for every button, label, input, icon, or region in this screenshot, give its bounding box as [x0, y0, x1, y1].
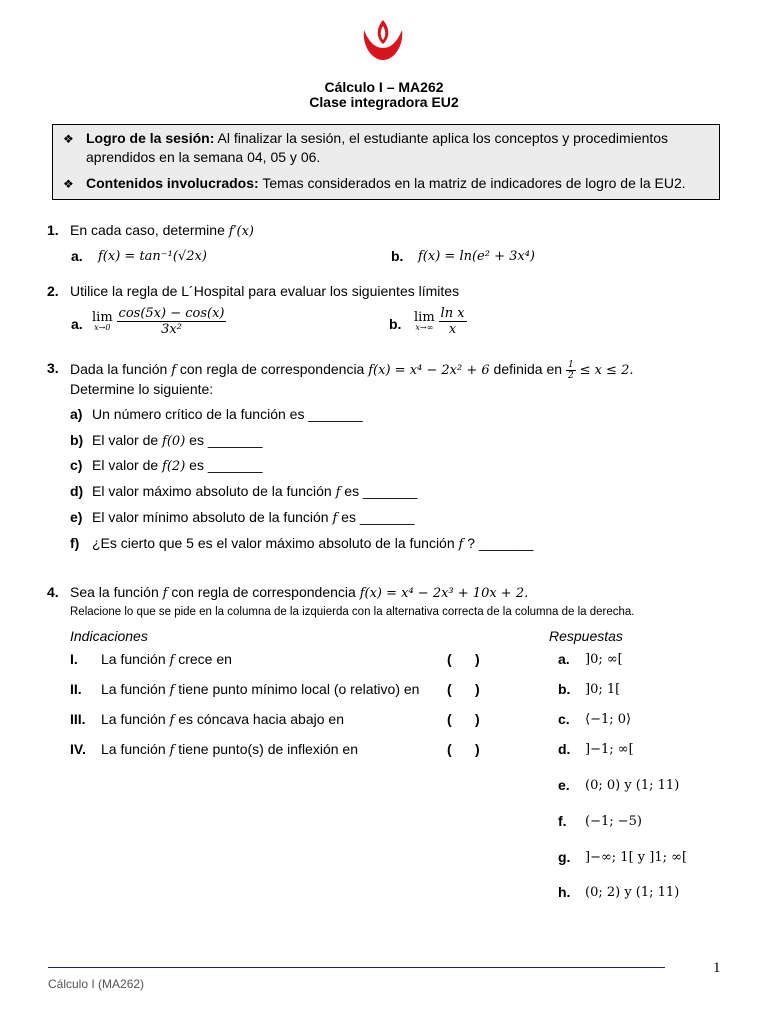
q3-number: 3. — [47, 360, 59, 376]
q1-b-label: b. — [391, 248, 404, 264]
q3-item-label: c) — [70, 457, 83, 473]
q3-item-math: f(2) — [162, 459, 186, 474]
diamond-bullet-icon: ❖ — [63, 177, 74, 191]
q4-indicacion-label: IV. — [70, 741, 86, 757]
q1-fprime: f′(x) — [228, 224, 255, 239]
q3-item-post: es _______ — [341, 509, 415, 525]
footer-text: Cálculo I (MA262) — [48, 977, 145, 991]
q4-col-right-header: Respuestas — [549, 628, 623, 644]
upc-logo — [358, 16, 408, 64]
logro-text-2: aprendidos en la semana 04, 05 y 06. — [86, 149, 321, 165]
q3-item-math: f — [332, 511, 338, 526]
q1-text: En cada caso, determine f′(x) — [70, 222, 255, 239]
q3-item-pre: El valor máximo absoluto de la función — [92, 483, 332, 499]
q3-item-math: f — [458, 537, 464, 552]
q3-instruction: Determine lo siguiente: — [70, 381, 214, 397]
q3-item — [70, 509, 414, 526]
logro-line-1 — [86, 130, 706, 146]
q4-indicacion-text: La función f es cóncava hacia abajo en — [101, 711, 344, 728]
q4-respuesta-label: f. — [558, 813, 567, 829]
q3-item-post: es _______ — [189, 457, 263, 473]
q2-b-label: b. — [389, 316, 402, 332]
contenidos-line — [86, 175, 711, 191]
q4-respuesta-value: ]0; ∞[ — [585, 652, 623, 667]
q1-a-label: a. — [71, 248, 83, 264]
q2-b-limit: lim x→∞ $\frac{\text{ln x}}{x}$ — [414, 306, 465, 337]
q4-respuesta-label: d. — [558, 741, 571, 757]
q3-item-label: b) — [70, 432, 84, 448]
contenidos-label: Contenidos involucrados: — [86, 175, 259, 191]
q1-a-expr: f(x) = tan⁻¹(√2x) — [98, 249, 207, 264]
q3-item-pre: ¿Es cierto que 5 es el valor máximo absoluto de la función — [92, 535, 455, 551]
q3-item-post: es _______ — [189, 432, 263, 448]
q3-item-pre: El valor de — [92, 432, 159, 448]
q4-answer-blank[interactable]: ( ) — [447, 651, 480, 667]
q2-a-limit: lim x→0 $\frac{\cos(5x) - \cos(x)}{\text{3x²}}$ — [92, 306, 225, 337]
q4-respuesta-label: c. — [558, 711, 570, 727]
q3-item — [70, 535, 533, 552]
q3-item-post: es _______ — [344, 483, 418, 499]
q3-item — [70, 432, 262, 449]
q4-col-left-header: Indicaciones — [70, 628, 148, 644]
q4-respuesta-value: ]−1; ∞[ — [585, 742, 634, 757]
q4-respuesta-value: ⟨−1; 0⟩ — [585, 712, 632, 727]
q3-item-pre: Un número crítico de la función es _______ — [92, 406, 363, 422]
q3-item-post: ? _______ — [467, 535, 534, 551]
q3-item-label: e) — [70, 509, 83, 525]
document-title: Cálculo I – MA262 — [324, 79, 444, 95]
q4-answer-blank[interactable]: ( ) — [447, 711, 480, 727]
q3-item-math: f — [335, 485, 341, 500]
q1-number: 1. — [47, 222, 59, 238]
q4-respuesta-value: (0; 2) y (1; 11) — [585, 885, 680, 900]
q4-indicacion-label: II. — [70, 681, 82, 697]
q4-respuesta-label: h. — [558, 884, 571, 900]
logro-text-1: Al finalizar la sesión, el estudiante aplica los conceptos y procedimientos — [217, 130, 669, 146]
q3-item — [70, 457, 262, 474]
q4-indicacion-text: La función f tiene punto mínimo local (o relativo) en — [101, 681, 420, 698]
q4-instruction: Relacione lo que se pide en la columna de la izquierda con la alternativa correcta de la columna de la derecha. — [70, 606, 635, 618]
q2-number: 2. — [47, 283, 59, 299]
document-subtitle: Clase integradora EU2 — [309, 94, 459, 110]
q4-answer-blank[interactable]: ( ) — [447, 741, 480, 757]
q4-indicacion-text: La función f tiene punto(s) de inflexión en — [101, 741, 358, 758]
q4-respuesta-value: (−1; −5) — [585, 814, 642, 829]
diamond-bullet-icon: ❖ — [63, 132, 74, 146]
q3-item-pre: El valor de — [92, 457, 159, 473]
q4-respuesta-label: b. — [558, 681, 571, 697]
q4-indicacion-text: La función f crece en — [101, 651, 232, 668]
contenidos-text: Temas considerados en la matriz de indicadores de logro de la EU2. — [262, 175, 686, 191]
q3-item-label: f) — [70, 535, 80, 551]
q2-text: Utilice la regla de L´Hospital para evaluar los siguientes límites — [70, 283, 460, 299]
page-number: 1 — [713, 960, 721, 976]
q2-a-label: a. — [71, 316, 83, 332]
q4-indicacion-label: III. — [70, 711, 86, 727]
q4-respuesta-label: g. — [558, 849, 571, 865]
q4-indicacion-label: I. — [70, 651, 78, 667]
q3-item — [70, 406, 363, 423]
q4-answer-blank[interactable]: ( ) — [447, 681, 480, 697]
q4-statement: Sea la función f con regla de correspondencia f(x) = x⁴ − 2x³ + 10x + 2. — [70, 584, 529, 601]
q3-item-label: a) — [70, 406, 83, 422]
q4-respuesta-value: ]0; 1[ — [585, 682, 621, 697]
q3-item — [70, 483, 417, 500]
q4-number: 4. — [47, 584, 59, 600]
q3-item-math: f(0) — [162, 434, 186, 449]
q3-statement: Dada la función f con regla de correspondencia f(x) = x⁴ − 2x² + 6 definida en $\frac{1}{2}$ ≤ x ≤ 2. — [70, 360, 634, 381]
q4-respuesta-label: e. — [558, 777, 570, 793]
q4-respuesta-label: a. — [558, 651, 570, 667]
q1-b-expr: f(x) = ln(e² + 3x⁴) — [418, 249, 535, 264]
q4-respuesta-value: ]−∞; 1[ y ]1; ∞[ — [585, 850, 688, 865]
q3-item-pre: El valor mínimo absoluto de la función — [92, 509, 329, 525]
q3-item-label: d) — [70, 483, 84, 499]
footer-divider — [48, 967, 665, 968]
q4-respuesta-value: (0; 0) y (1; 11) — [585, 778, 680, 793]
logro-label: Logro de la sesión: — [86, 130, 215, 146]
